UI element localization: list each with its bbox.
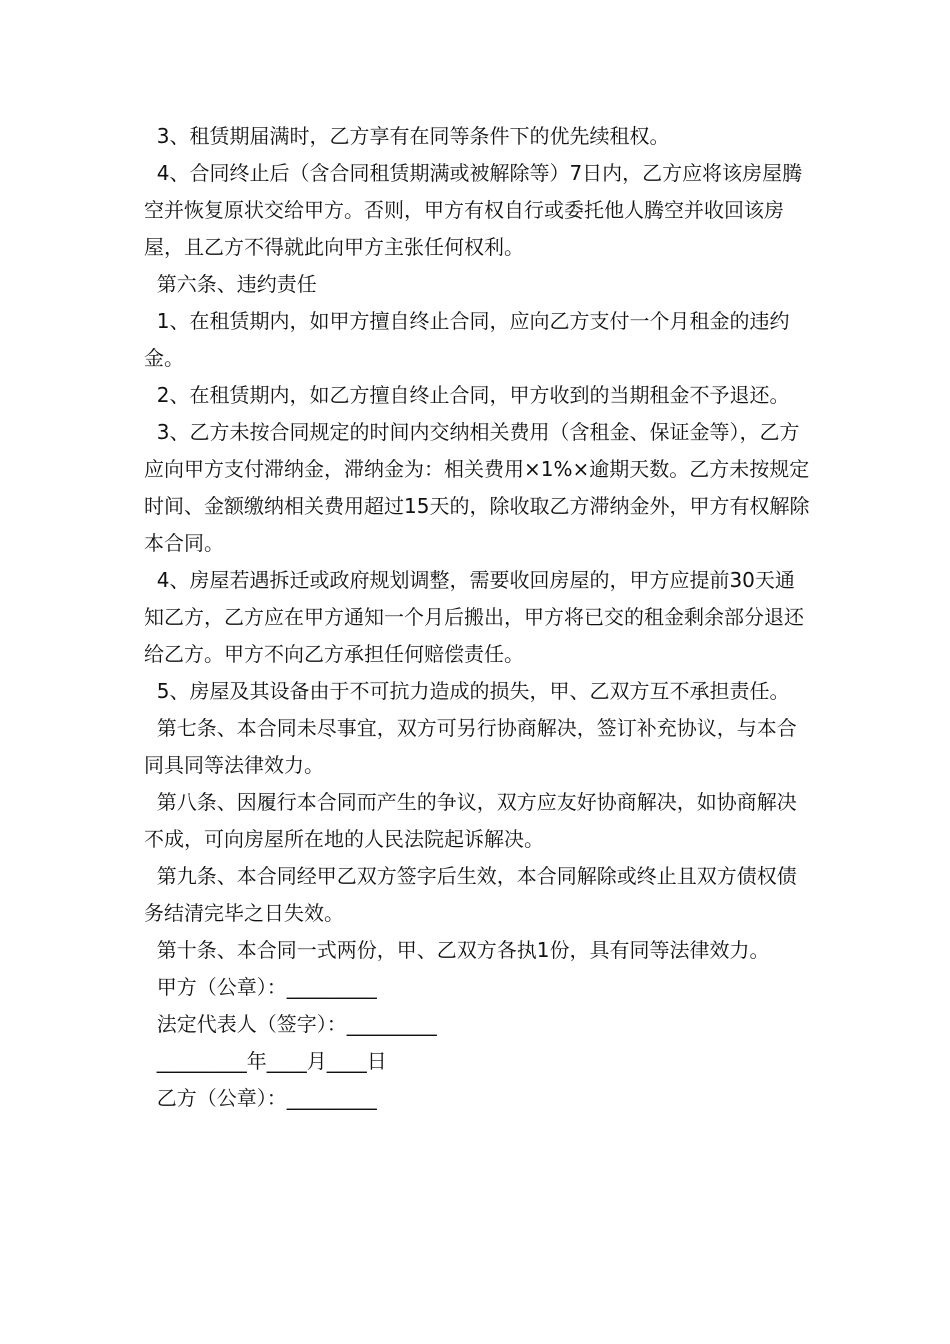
article-8: 第八条、因履行本合同而产生的争议，双方应友好协商解决，如协商解决不成，可向房屋所在地的人民法院起诉解决。 <box>144 790 797 851</box>
article-6-heading: 第六条、违约责任 <box>144 272 317 296</box>
article-10: 第十条、本合同一式两份，甲、乙双方各执1份，具有同等法律效力。 <box>144 938 770 962</box>
party-b-seal-line: 乙方（公章）：_________ <box>144 1086 377 1110</box>
clause-6-1: 1、在租赁期内，如甲方擅自终止合同，应向乙方支付一个月租金的违约金。 <box>144 309 790 370</box>
clause-5-3: 3、租赁期届满时，乙方享有在同等条件下的优先续租权。 <box>144 124 670 148</box>
clause-6-4: 4、房屋若遇拆迁或政府规划调整，需要收回房屋的，甲方应提前30天通知乙方，乙方应在甲方通知一个月后搬出，甲方将已交的租金剩余部分退还给乙方。甲方不向乙方承担任何赔偿责任。 <box>144 568 804 666</box>
clause-6-2: 2、在租赁期内，如乙方擅自终止合同，甲方收到的当期租金不予退还。 <box>144 383 790 407</box>
clause-6-3: 3、乙方未按合同规定的时间内交纳相关费用（含租金、保证金等），乙方应向甲方支付滞纳金，滞纳金为：相关费用×1%×逾期天数。乙方未按规定时间、金额缴纳相关费用超过15天的，除收取乙方滞纳金外，甲方有权解除本合同。 <box>144 420 810 555</box>
article-9: 第九条、本合同经甲乙双方签字后生效，本合同解除或终止且双方债权债务结清完毕之日失效。 <box>144 864 797 925</box>
clause-5-4: 4、合同终止后（含合同租赁期满或被解除等）7日内，乙方应将该房屋腾空并恢复原状交给甲方。否则，甲方有权自行或委托他人腾空并收回该房屋，且乙方不得就此向甲方主张任何权利。 <box>144 161 803 259</box>
representative-signature-line: 法定代表人（签字）：_________ <box>144 1012 437 1036</box>
clause-6-5: 5、房屋及其设备由于不可抗力造成的损失，甲、乙双方互不承担责任。 <box>144 679 790 703</box>
article-7: 第七条、本合同未尽事宜，双方可另行协商解决，签订补充协议，与本合同具同等法律效力。 <box>144 716 797 777</box>
party-a-seal-line: 甲方（公章）：_________ <box>144 975 377 999</box>
date-line: _________年____月____日 <box>144 1049 387 1073</box>
document-body <box>144 118 812 1117</box>
